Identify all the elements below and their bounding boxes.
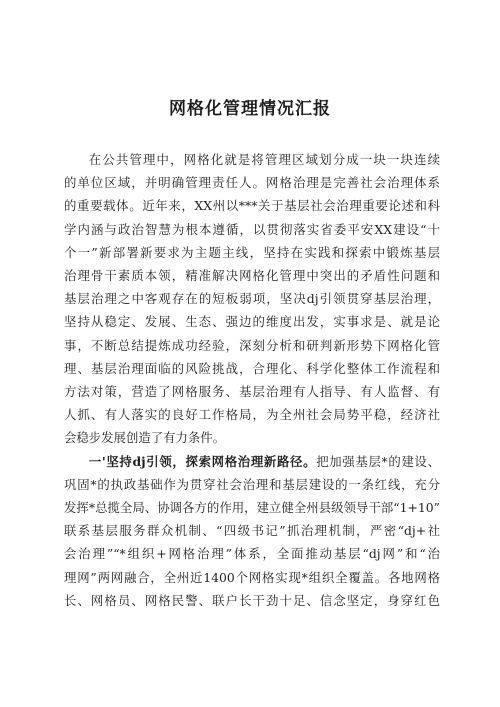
paragraph-line: 联系基层服务群众机制、“四级书记”抓治理机制，严密“dj+社 — [64, 523, 440, 539]
paragraph-line: 治理骨干素质本领，精准解决网格化管理中突出的矛盾性问题和 — [64, 268, 440, 284]
section-heading-line — [64, 450, 440, 473]
paragraph-line: 发挥*总揽全局、协调各方的作用，建立健全州县级领导干部“1+10” — [64, 500, 440, 516]
paragraph-line: 会稳步发展创造了有力条件。 — [64, 430, 226, 446]
paragraph-line: 的单位区域，并明确管理责任人。网格治理是完善社会治理体系 — [64, 175, 440, 191]
section-heading: 一'坚持dj引领，探索网格治理新路径。 — [88, 453, 317, 469]
paragraph-line: 坚持从稳定、发展、生态、强边的维度出发，实事求是、就是论 — [64, 314, 440, 330]
paragraph-line: 方法对策，营造了网格服务、基层治理有人指导、有人监督、有 — [64, 384, 440, 400]
body-text — [64, 148, 440, 612]
paragraph-line: 在公共管理中，网格化就是将管理区域划分成一块一块连续 — [88, 152, 440, 167]
paragraph-line: 事，不断总结提炼成功经验，深刻分析和研判新形势下网格化管 — [64, 337, 440, 353]
paragraph-line: 理、基层治理面临的风险挑战，合理化、科学化整体工作流程和 — [64, 360, 440, 376]
paragraph-line: 学内涵与政治智慧为根本遵循，以贯彻落实省委平安XX建设“十 — [64, 221, 440, 237]
paragraph-line: 会治理”“*组织+网格治理”体系，全面推动基层“dj网”和“治 — [64, 546, 440, 562]
paragraph-line: 理网”两网融合，全州近1400个网格实现*组织全覆盖。各地网格 — [64, 569, 440, 585]
section-heading-rest: 把加强基层*的建设、 — [316, 453, 440, 469]
page-title: 网格化管理情况汇报 — [169, 99, 331, 119]
paragraph-line: 个一”新部署新要求为主题主线，坚持在实践和探索中锻炼基层 — [64, 244, 440, 260]
paragraph-line: 巩固*的执政基础作为贯穿社会治理和基层建设的一条红线，充分 — [64, 476, 440, 492]
paragraph-line: 基层治理之中客观存在的短板弱项，坚决dj引领贯穿基层治理， — [64, 291, 440, 307]
paragraph-line: 的重要载体。近年来，XX州以***关于基层社会治理重要论述和科 — [64, 198, 440, 214]
paragraph-line: 长、网格员、网格民警、联户长干劲十足、信念坚定，身穿红色 — [64, 592, 440, 608]
paragraph-line: 人抓、有人落实的良好工作格局，为全州社会局势平稳，经济社 — [64, 407, 440, 423]
